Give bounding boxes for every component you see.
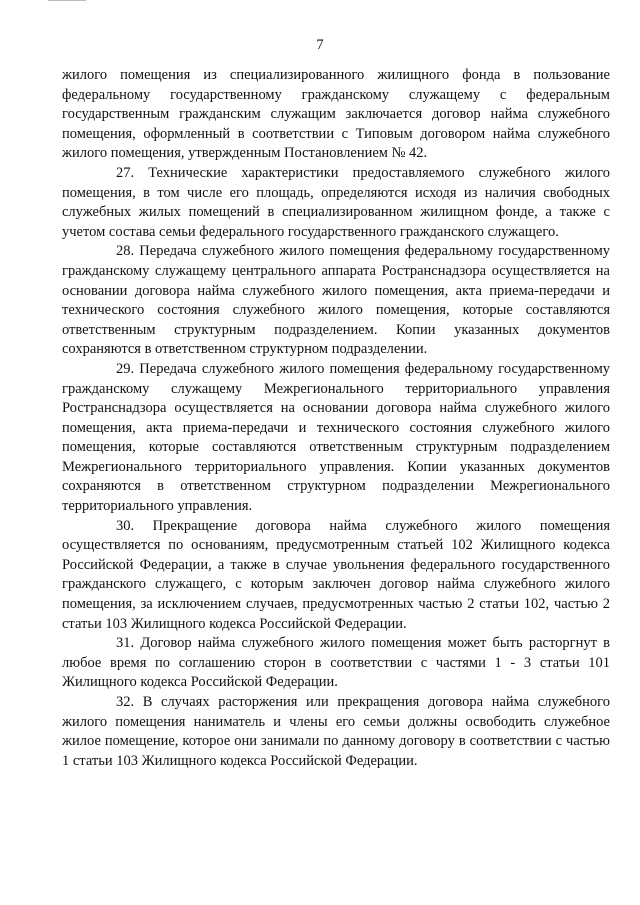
paragraph-clause-32: 32. В случаях расторжения или прекращения договора найма служебного жилого помещения наниматель и члены его семьи должны освободить служебное жилое помещение, которое они занимали по данному договору в соответствии с частью 1 статьи 103 Жилищного кодекса Российской Федерации. [62,694,610,769]
document-body [62,66,610,771]
paragraph-clause-29: 29. Передача служебного жилого помещения федеральному государственному гражданскому служащему Межрегионального территориального управления Ространснадзора осуществляется на основании договора найма служебного жилого помещения, акта приема-передачи и технического состояния служебного жилого помещения, которые составляются ответственным структурным подразделением Межрегионального территориального управления. Копии указанных документов сохраняются в ответственном структурном подразделении Межрегионального территориального управления. [62,360,610,515]
paragraph-clause-27: 27. Технические характеристики предоставляемого служебного жилого помещения, в том числе его площадь, определяются исходя из наличия свободных служебных жилых помещений в специализированном жилищном фонде, а также с учетом состава семьи федерального государственного гражданского служащего. [62,164,610,240]
paragraph-clause-28: 28. Передача служебного жилого помещения федеральному государственному гражданскому служащему центрального аппарата Ространснадзора осуществляется на основании договора найма служебного жилого помещения, акта приема-передачи и технического состояния служебного жилого помещения, которые составляются ответственным структурным подразделением. Копии указанных документов сохраняются в ответственном структурном подразделении. [62,243,610,358]
paragraph-clause-31: 31. Договор найма служебного жилого помещения может быть расторгнут в любое время по соглашению сторон в соответствии с частями 1 - 3 статьи 101 Жилищного кодекса Российской Федерации. [62,635,610,691]
paragraph-clause-30: 30. Прекращение договора найма служебного жилого помещения осуществляется по основаниям, предусмотренным статьей 102 Жилищного кодекса Российской Федерации, а также в случае увольнения федерального государственного гражданского служащего, с которым заключен договор найма служебного жилого помещения, за исключением случаев, предусмотренных частью 2 статьи 102, частью 2 статьи 103 Жилищного кодекса Российской Федерации. [62,517,610,632]
paragraph-continuation: жилого помещения из специализированного жилищного фонда в пользование федеральному государственному гражданскому служащему с федеральным государственным гражданским служащим заключается договор найма служебного помещения, оформленный в соответствии с Типовым договором найма служебного жилого помещения, утвержденным Постановлением № 42. [62,67,610,162]
scan-edge-mark [48,0,86,1]
page-number: 7 [316,37,324,53]
